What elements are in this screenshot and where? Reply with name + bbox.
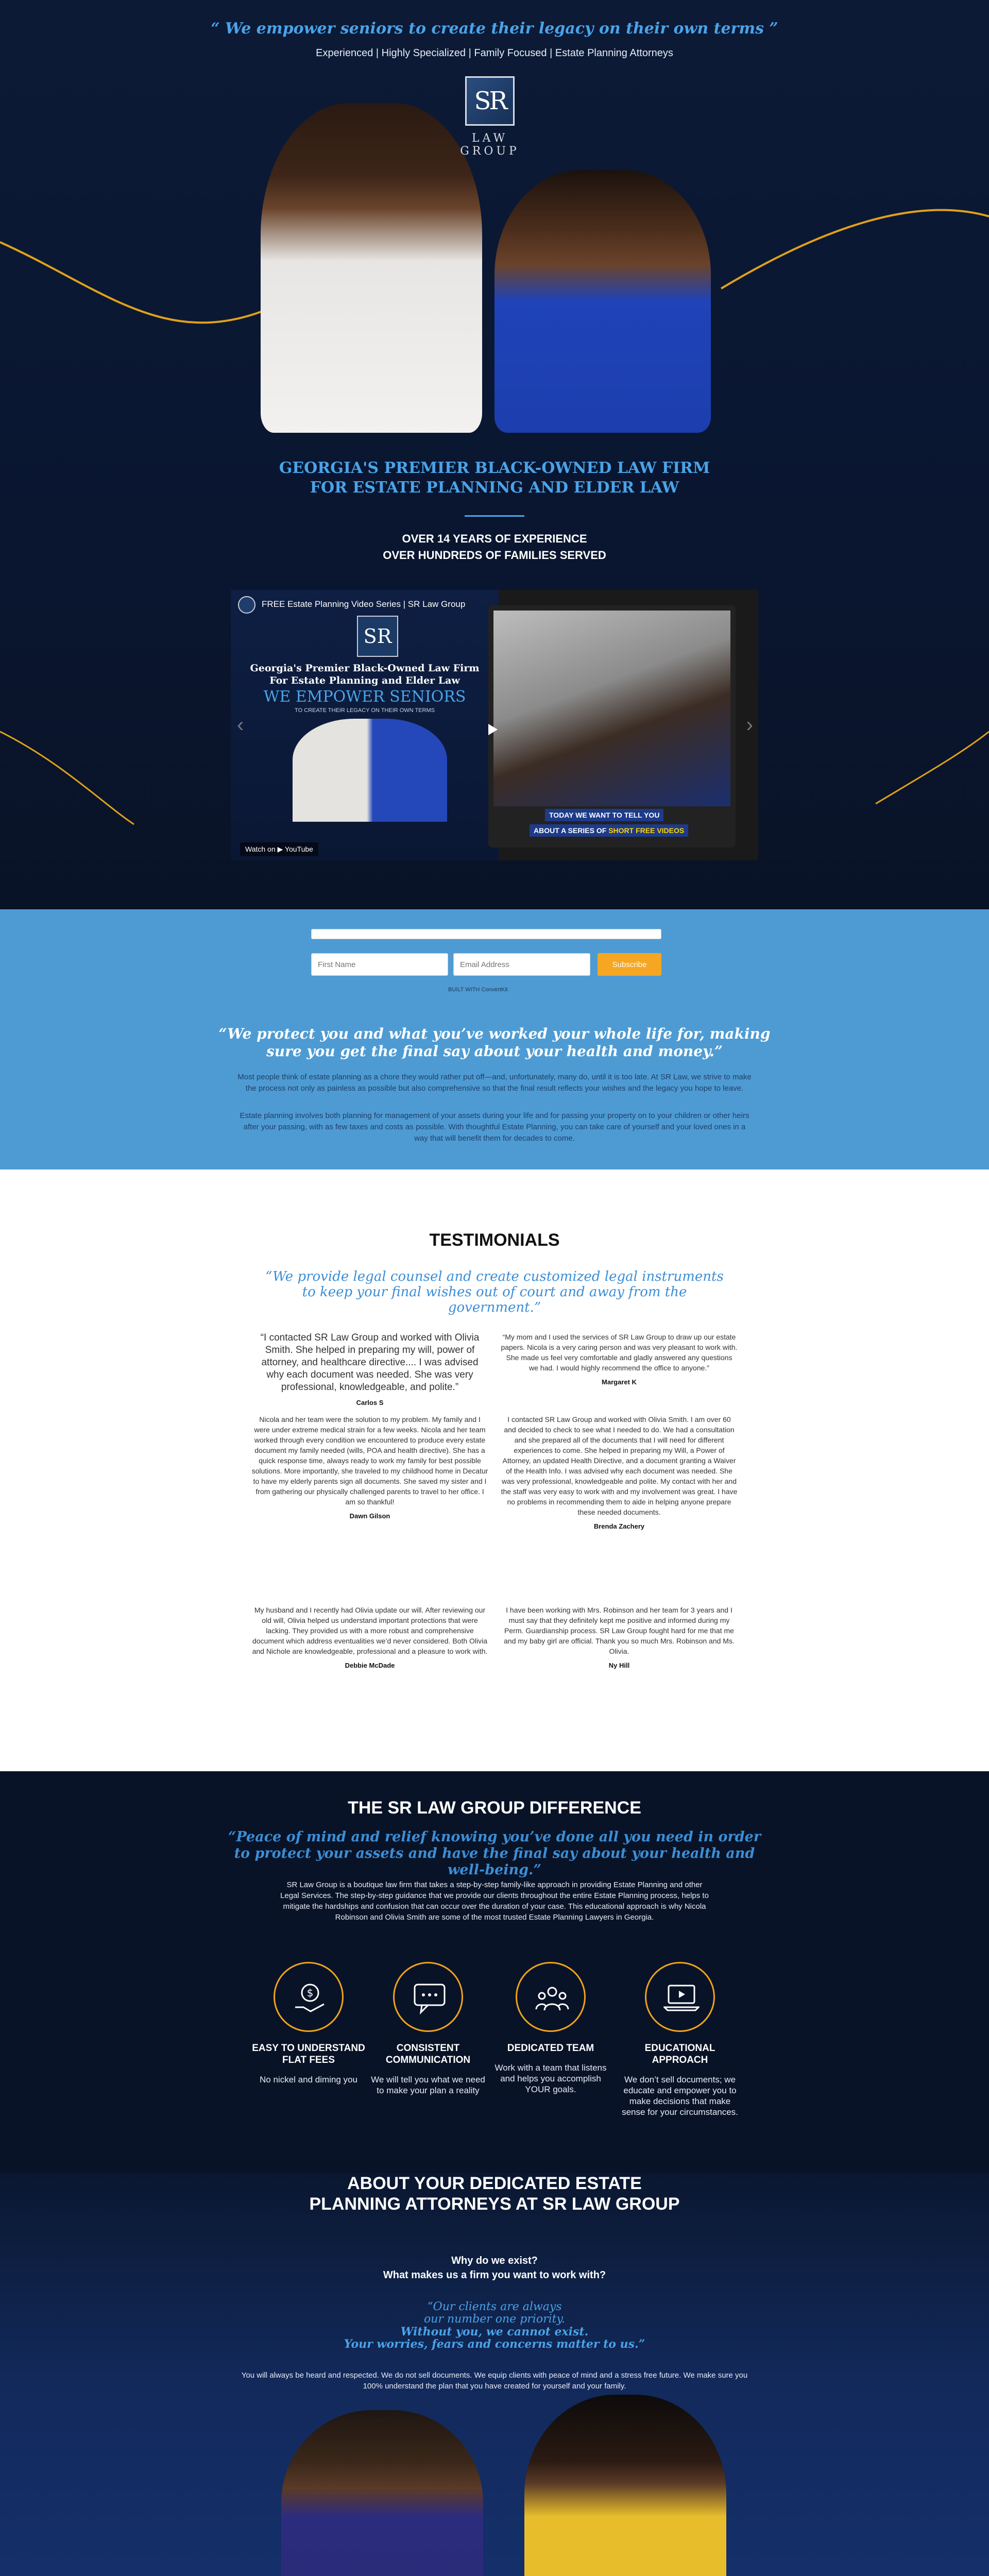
hero-title [0,459,989,498]
youtube-video-embed[interactable] [231,590,758,860]
feature-education [621,1962,739,2117]
first-name-input[interactable] [311,953,448,976]
hero-section [0,0,989,909]
olivia-smith-photo [281,2410,483,2576]
about-heading [0,2173,989,2214]
about-paragraph [0,2370,989,2392]
convertkit-badge[interactable]: BUILT WITH ConvertKit [448,987,508,993]
difference-heading: THE SR LAW GROUP DIFFERENCE [348,1798,641,1818]
chevron-left-icon[interactable]: ‹ [237,714,244,736]
video-speaker-photo [493,611,730,806]
testimonial-card [501,1605,738,1669]
testimonials-heading: TESTIMONIALS [429,1230,560,1250]
video-caption-1: TODAY WE WANT TO TELL YOU [545,809,663,821]
email-input[interactable] [453,953,590,976]
feature-communication [369,1962,487,2096]
video-caption-2 [530,824,688,837]
about-quote-line2: our number one priority. [424,2313,565,2326]
why-line1: Why do we exist? [451,2255,538,2266]
feature-description: We will tell you what we need to make your plan a reality [371,2075,485,2095]
testimonial-author: Margaret K [602,1378,637,1386]
logo-mark: SR [465,76,515,126]
signup-section [0,909,989,1170]
video-heading-line2: For Estate Planning and Elder Law [269,675,460,686]
chevron-right-icon[interactable]: › [746,714,753,736]
video-subheading: TO CREATE THEIR LEGACY ON THEIR OWN TERMS [295,707,435,714]
feature-icon-circle [516,1962,586,2032]
testimonial-author: Carlos S [356,1399,384,1406]
about-heading-line2: PLANNING ATTORNEYS AT SR LAW GROUP [309,2194,680,2214]
svg-text:$: $ [306,1987,314,1999]
difference-quote: “Peace of mind and relief knowing you’ve done all you need in order to protect your assets and have the final say about your health and well-being.” [228,1829,761,1878]
feature-icon-circle [393,1962,463,2032]
about-heading-line1: ABOUT YOUR DEDICATED ESTATE [347,2174,642,2193]
signup-paragraph-2: Estate planning involves both planning for management of your assets during your life and for passing your property on to your children or other heirs after your passing, with as few taxes and costs as possible. With thoughtful Estate Planning, you can take care of yourself and your loved ones in a way that will benefit them for decades to come. [240,1111,749,1143]
caption2-text: ABOUT A SERIES OF [534,826,607,835]
video-logo: SR [357,616,398,657]
feature-description: We don’t sell documents; we educate and empower you to make decisions that make sense for your circumstances. [622,2075,738,2117]
hero-divider [465,515,524,517]
experience-line2: OVER HUNDREDS OF FAMILIES SERVED [383,549,606,562]
caption2-highlight: SHORT FREE VIDEOS [608,826,685,835]
team-icon [534,1980,570,2016]
testimonials-quote: “We provide legal counsel and create customized legal instruments to keep your final wishes out of court and away from the government.” [265,1269,724,1315]
chat-bubble-icon [412,1980,448,2016]
about-quote [0,2301,989,2350]
video-preview-frame [488,605,736,848]
channel-avatar [238,596,255,614]
testimonial-text: “My mom and I used the services of SR Law Group to draw up our estate papers. Nicola is a very caring person and was very pleasant to work with. She made us feel very comfortable and gladly answered any questions we had. I would highly recommend the office to anyone.” [501,1333,738,1372]
signup-paragraph-1: Most people think of estate planning as a chore they would rather put off—and, unfortunately, many do, until it is too late. At SR Law, we strive to make the process not only as painless as possible but also comprehensive so that the final result reflects your wishes and the legacy you hope to leave. [237,1073,752,1093]
video-thumbnail-left [231,590,499,860]
hero-experience [0,531,989,564]
testimonial-author: Debbie McDade [345,1662,395,1669]
testimonial-author: Dawn Gilson [349,1512,390,1520]
watch-on-youtube-button[interactable]: Watch on ▶ YouTube [240,842,318,856]
feature-icon-circle [274,1962,344,2032]
testimonial-card [251,1414,488,1520]
testimonial-card [501,1332,738,1386]
hero-title-line1: GEORGIA'S PREMIER BLACK-OWNED LAW FIRM [279,459,710,477]
feature-icon-circle [645,1962,715,2032]
testimonial-text: My husband and I recently had Olivia update our will. After reviewing our old will, Olivia helped us understand important protections that were lacking. They provided us with a more robust and comprehensive document which address eventualities we’d never considered. Both Olivia and Nichole are knowledgeable, professional and a pleasure to work with. [252,1606,488,1655]
why-line2: What makes us a firm you want to work with? [383,2269,606,2281]
video-attorneys-photo [293,719,447,822]
about-quote-line3: Without you, we cannot exist. [400,2325,589,2338]
testimonial-card [251,1605,488,1669]
about-why [0,2253,989,2282]
video-heading [231,662,499,687]
form-progress-bar [311,929,661,939]
feature-team [491,1962,610,2095]
play-icon[interactable] [488,724,498,735]
video-empower-heading: WE EMPOWER SENIORS [263,688,466,706]
testimonial-card [501,1414,738,1530]
money-hand-icon [292,1980,328,2016]
testimonial-text: “I contacted SR Law Group and worked with Olivia Smith. She helped in preparing my will, power of attorney, and healthcare directive.... I was advised why each document was needed. She was very professional, knowledgeable, and polite.” [260,1332,480,1393]
feature-flat-fees [249,1962,368,2085]
about-quote-line1: “Our clients are always [427,2300,562,2313]
about-paragraph-text: You will always be heard and respected. We do not sell documents. We equip clients with peace of mind and a stress free future. We make sure you 100% understand the plan that you have created for yourself and your family. [241,2371,748,2391]
logo-text: LAW GROUP [460,132,520,158]
laptop-video-icon [663,1980,700,2016]
about-section [0,2173,989,2576]
testimonial-text: Nicola and her team were the solution to my problem. My family and I were under extreme medical strain for a few weeks. Nicola and her team worked through every condition we encountered to produce every estate document my family needed (wills, POA and health directive). She has a quick response time, always ready to work my family for best possible solutions. More importantly, she traveled to my childhood home in Decatur to have my elderly parents sign all documents. She saved my sister and I from gathering our physically challenged parents to travel to her office. I am so thankful! [251,1415,488,1506]
feature-title: CONSISTENT COMMUNICATION [385,2043,471,2065]
sr-law-group-logo [442,76,538,159]
feature-description: Work with a team that listens and helps you accomplish YOUR goals. [494,2063,607,2094]
testimonial-card [251,1332,488,1406]
testimonial-author: Ny Hill [608,1662,630,1669]
testimonials-section [0,1170,989,1771]
testimonial-text: I contacted SR Law Group and worked with Olivia Smith. I am over 60 and decided to check to see what I needed to do. We had a consultation and she prepared all of the documents that I will need for different experiences to come. She helped in preparing my Will, a Power of Attorney, an updated Health Directive, and a document granting a Waiver of the Health Info. I was advised why each document was needed. She was very professional, knowledgeable and polite. My contact with her and the staff was very easy to work with and my involvement was great. I have no problems in recommending them to aide in helping anyone prepare these needed documents. [501,1415,738,1516]
nicola-robinson-photo [524,2395,726,2576]
feature-title: EASY TO UNDERSTAND FLAT FEES [252,2043,365,2065]
testimonial-text: I have been working with Mrs. Robinson and her team for 3 years and I must say that they definitely kept me positive and informed during my Perm. Guardianship process. SR Law Group fought hard for me that me and my baby girl are official. Thank you so much Mrs. Robinson and Ms. Olivia. [504,1606,735,1655]
experience-line1: OVER 14 YEARS OF EXPERIENCE [402,532,587,545]
hero-title-line2: FOR ESTATE PLANNING AND ELDER LAW [310,479,679,497]
testimonial-author: Brenda Zachery [593,1522,645,1530]
nicola-hero-photo [494,170,711,433]
hero-quote: “ We empower seniors to create their legacy on their own terms ” [211,20,778,38]
feature-title: EDUCATIONAL APPROACH [644,2043,715,2065]
video-title[interactable]: FREE Estate Planning Video Series | SR Law Group [262,599,466,609]
feature-title: DEDICATED TEAM [507,2043,594,2054]
hero-tagline: Experienced | Highly Specialized | Family Focused | Estate Planning Attorneys [316,47,673,59]
about-quote-line4: Your worries, fears and concerns matter to us.” [344,2337,645,2351]
difference-paragraph: SR Law Group is a boutique law firm that takes a step-by-step family-like approach in providing Estate Planning and other Legal Services. The step-by-step guidance that we provide our clients throughout the entire Estate Planning process, helps to mitigate the hardships and confusion that can occur over the duration of your case. This educational approach is why Nicola Robinson and Olivia Smith are some of the most trusted Estate Planning Lawyers in Georgia. [280,1880,709,1922]
subscribe-button[interactable]: Subscribe [598,953,661,976]
difference-section [0,1771,989,2173]
feature-description: No nickel and diming you [260,2075,357,2084]
video-heading-line1: Georgia's Premier Black-Owned Law Firm [250,663,480,674]
signup-quote: “We protect you and what you’ve worked your whole life for, making sure you get the final say about your health and money.” [218,1025,771,1060]
